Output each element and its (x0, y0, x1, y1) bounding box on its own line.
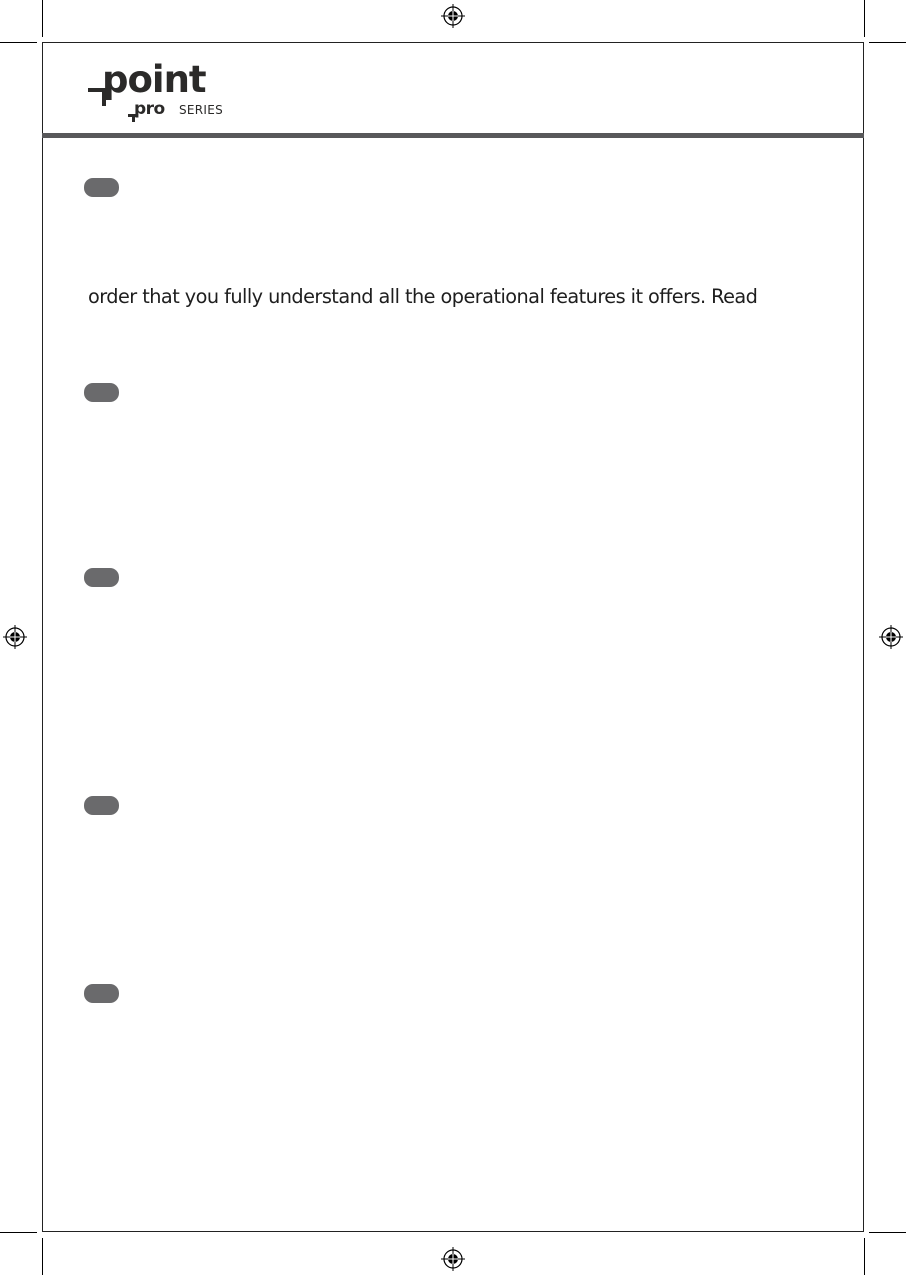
registration-mark-right-icon (879, 625, 903, 649)
crop-mark-top-right (864, 0, 865, 37)
logo-sub-brand-text: pro (134, 99, 165, 119)
registration-mark-left-icon (3, 625, 27, 649)
header-rule (42, 133, 864, 138)
crop-mark-top-left (42, 0, 43, 37)
crop-mark-right-top (869, 42, 906, 43)
crop-mark-right-bottom (869, 1232, 906, 1233)
section-tab-5 (84, 984, 119, 1003)
body-text-line: order that you fully understand all the operational features it offers. Read (88, 285, 758, 308)
page-frame (42, 42, 864, 1232)
brand-logo (88, 58, 238, 122)
section-tab-4 (84, 796, 119, 815)
logo-brand-text: point (102, 58, 206, 101)
section-tab-1 (84, 178, 119, 197)
crop-mark-bottom-right (864, 1238, 865, 1275)
crop-mark-left-top (0, 42, 37, 43)
section-tab-3 (84, 568, 119, 587)
registration-mark-bottom-icon (441, 1247, 465, 1271)
logo-series-text: SERIES (179, 103, 224, 117)
section-tab-2 (84, 383, 119, 402)
registration-mark-top-icon (441, 4, 465, 28)
crop-mark-bottom-left (42, 1238, 43, 1275)
crop-mark-left-bottom (0, 1232, 37, 1233)
